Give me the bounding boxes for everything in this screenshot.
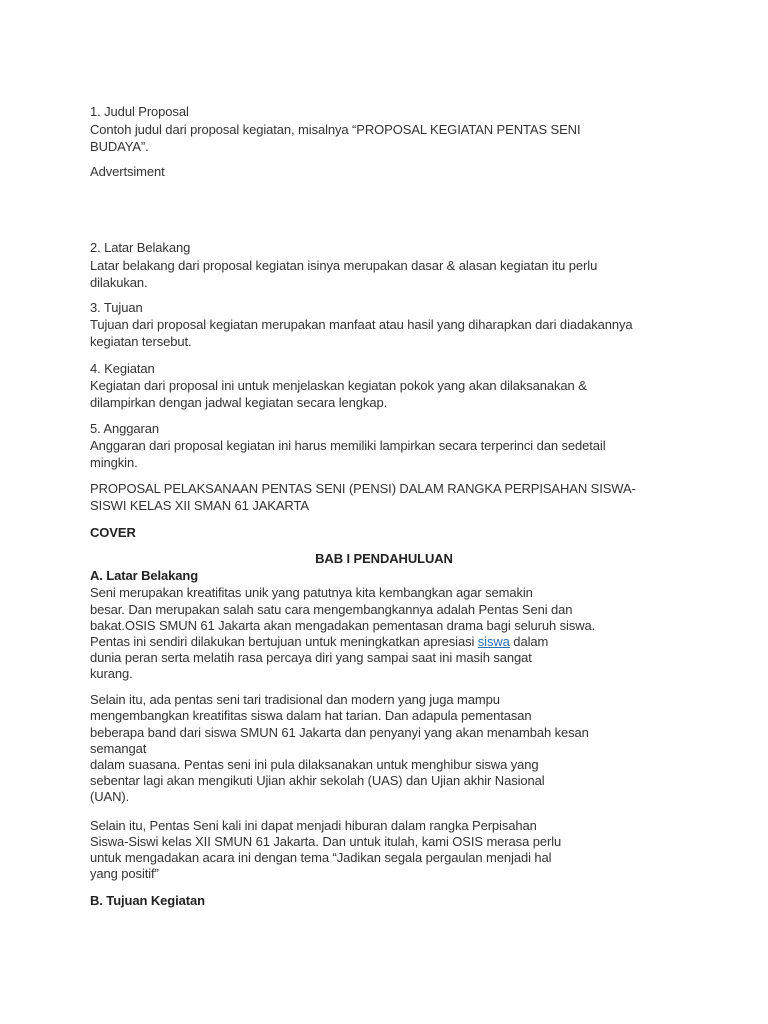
text-line: dalam suasana. Pentas seni ini pula dilaksanakan untuk menghibur siswa yang <box>90 757 539 772</box>
text-line: dilakukan. <box>90 275 148 290</box>
text-line: kurang. <box>90 666 133 681</box>
text-line: Anggaran dari proposal kegiatan ini harus memiliki lampirkan secara terperinci dan sedetail <box>90 438 606 453</box>
text-line: BUDAYA”. <box>90 139 149 154</box>
advertisement-label: Advertsiment <box>90 164 165 179</box>
text-line: Seni merupakan kreatifitas unik yang patutnya kita kembangkan agar semakin <box>90 585 533 600</box>
heading-judul: 1. Judul Proposal <box>90 104 189 119</box>
text-line: dilampirkan dengan jadwal kegiatan secara lengkap. <box>90 395 388 410</box>
text-segment: dalam <box>509 634 549 649</box>
text-line: untuk mengadakan acara ini dengan tema “Jadikan segala pergaulan menjadi hal <box>90 850 552 865</box>
text-line: dunia peran serta melatih rasa percaya diri yang sampai saat ini masih sangat <box>90 650 532 665</box>
cover-heading: COVER <box>90 525 136 540</box>
text-line: yang positif” <box>90 866 159 881</box>
heading-anggaran: 5. Anggaran <box>90 421 160 436</box>
proposal-title-line: PROPOSAL PELAKSANAAN PENTAS SENI (PENSI) DALAM RANGKA PERPISAHAN SISWA- <box>90 481 636 496</box>
text-line: mengembangkan kreatifitas siswa dalam hat tarian. Dan adapula pementasan <box>90 708 532 723</box>
heading-kegiatan: 4. Kegiatan <box>90 361 155 376</box>
heading-tujuan: 3. Tujuan <box>90 300 143 315</box>
text-line: Selain itu, Pentas Seni kali ini dapat menjadi hiburan dalam rangka Perpisahan <box>90 818 537 833</box>
text-line: kegiatan tersebut. <box>90 334 192 349</box>
proposal-title-line: SISWI KELAS XII SMAN 61 JAKARTA <box>90 498 309 513</box>
text-segment: Pentas ini sendiri dilakukan bertujuan untuk meningkatkan apresiasi <box>90 634 478 649</box>
text-line: besar. Dan merupakan salah satu cara mengembangkannya adalah Pentas Seni dan <box>90 602 573 617</box>
heading-latar: 2. Latar Belakang <box>90 240 191 255</box>
section-b-heading: B. Tujuan Kegiatan <box>90 893 205 908</box>
text-line: Contoh judul dari proposal kegiatan, misalnya “PROPOSAL KEGIATAN PENTAS SENI <box>90 122 581 137</box>
text-line: beberapa band dari siswa SMUN 61 Jakarta dan penyanyi yang akan menambah kesan <box>90 725 589 740</box>
text-line: (UAN). <box>90 789 130 804</box>
text-line: Siswa-Siswi kelas XII SMUN 61 Jakarta. Dan untuk itulah, kami OSIS merasa perlu <box>90 834 562 849</box>
siswa-link[interactable]: siswa <box>477 634 510 649</box>
text-line: semangat <box>90 741 147 756</box>
text-line: Latar belakang dari proposal kegiatan isinya merupakan dasar & alasan kegiatan itu perlu <box>90 258 598 273</box>
text-line: Kegiatan dari proposal ini untuk menjelaskan kegiatan pokok yang akan dilaksanakan & <box>90 378 587 393</box>
chapter-heading: BAB I PENDAHULUAN <box>315 551 453 566</box>
text-line: mingkin. <box>90 455 138 470</box>
text-line: sebentar lagi akan mengikuti Ujian akhir sekolah (UAS) dan Ujian akhir Nasional <box>90 773 545 788</box>
text-line: Selain itu, ada pentas seni tari tradisional dan modern yang juga mampu <box>90 692 500 707</box>
text-line: Tujuan dari proposal kegiatan merupakan manfaat atau hasil yang diharapkan dari diadakannya <box>90 317 633 332</box>
text-line: bakat.OSIS SMUN 61 Jakarta akan mengadakan pementasan drama bagi seluruh siswa. <box>90 618 596 633</box>
section-a-heading: A. Latar Belakang <box>90 568 199 583</box>
